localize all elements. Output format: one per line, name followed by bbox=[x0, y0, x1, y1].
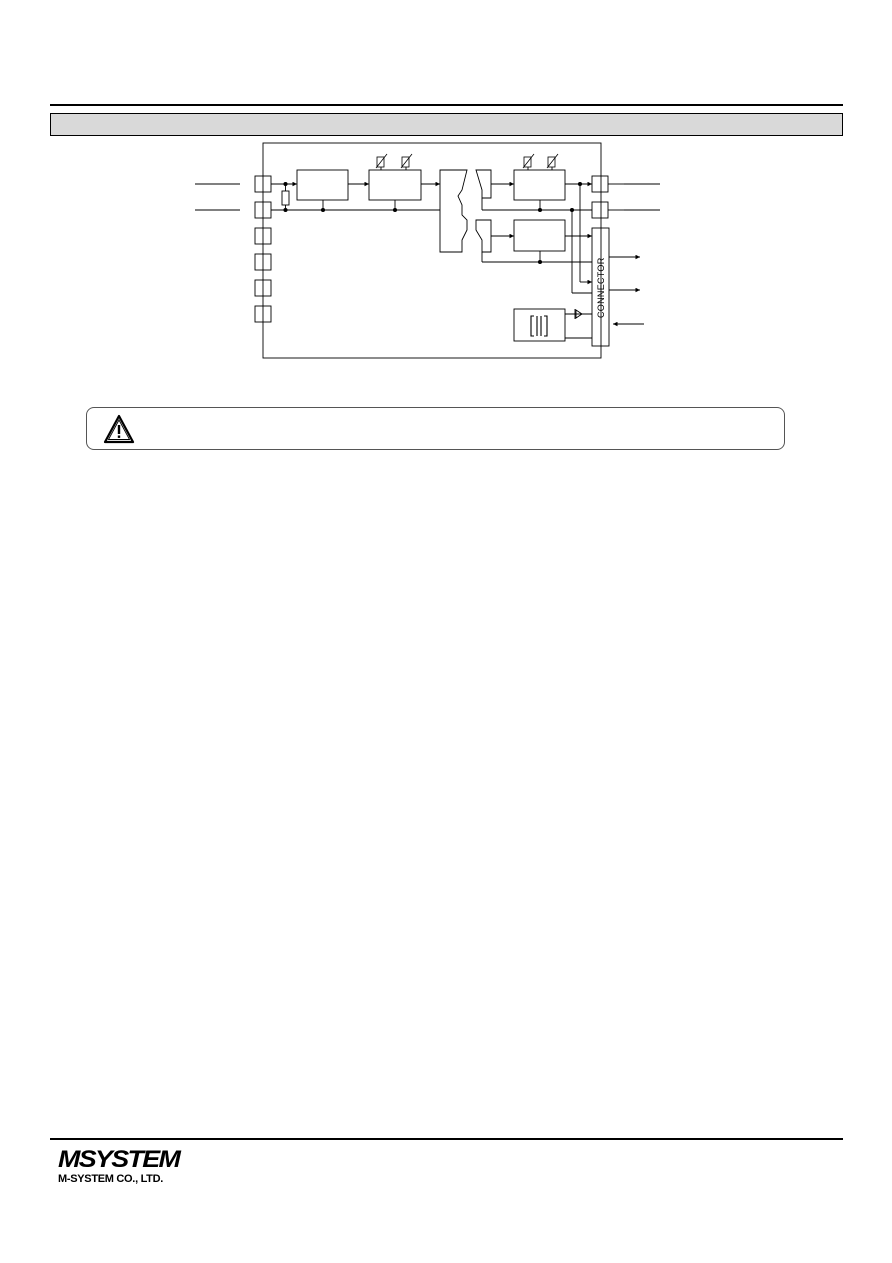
input-amplifier-block bbox=[297, 170, 348, 200]
company-name: M-SYSTEM CO., LTD. bbox=[58, 1173, 164, 1185]
trimmer-icons bbox=[376, 154, 558, 168]
block-diagram bbox=[190, 140, 660, 365]
section-header-bar bbox=[50, 113, 843, 136]
caution-box bbox=[86, 407, 785, 450]
output-terminals bbox=[592, 176, 608, 218]
connector-label: CONNECTOR bbox=[596, 257, 606, 318]
footer-rule bbox=[50, 1138, 843, 1140]
module-enclosure bbox=[263, 143, 601, 358]
top-rule bbox=[50, 104, 843, 106]
isolation-barrier bbox=[440, 170, 467, 252]
logo-wordmark: MSYSTEM bbox=[58, 1146, 180, 1173]
input-resistor bbox=[282, 191, 289, 205]
transformer-icon bbox=[531, 316, 547, 336]
company-logo bbox=[58, 1148, 188, 1188]
monitor-output-block bbox=[514, 220, 565, 251]
adjustment-block bbox=[369, 170, 421, 200]
warning-triangle-icon bbox=[103, 414, 135, 444]
output-amplifier-block bbox=[514, 170, 565, 200]
power-supply-block bbox=[514, 309, 565, 341]
